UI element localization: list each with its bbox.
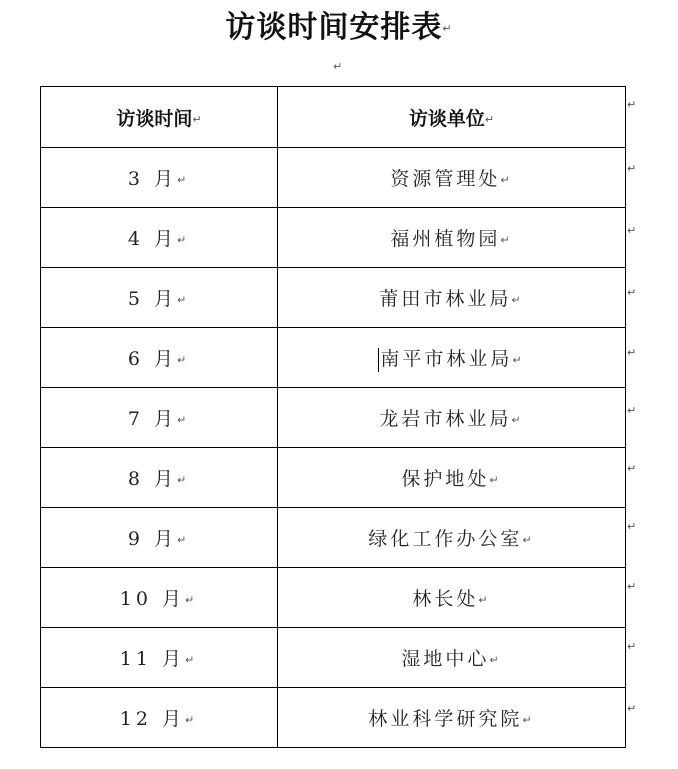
table-row (41, 568, 626, 628)
unit-cell[interactable]: 林业科学研究院↵ (278, 688, 626, 748)
cell-mark-icon: ↵ (512, 353, 525, 366)
header-cell-unit[interactable]: 访谈单位↵ (278, 87, 626, 148)
schedule-table (40, 86, 626, 748)
cell-mark-icon: ↵ (176, 533, 191, 547)
cell-mark-icon: ↵ (185, 593, 199, 607)
cell-mark-icon: ↵ (511, 413, 524, 427)
cell-mark-icon: ↵ (185, 653, 199, 667)
unit-cell[interactable]: 龙岩市林业局↵ (278, 388, 626, 448)
table-row (41, 268, 626, 328)
row-end-mark-icon: ↵ (627, 286, 637, 299)
unit-cell[interactable]: 莆田市林业局↵ (278, 268, 626, 328)
header-cell-time[interactable]: 访谈时间↵ (41, 87, 278, 148)
cell-mark-icon: ↵ (489, 653, 502, 667)
unit-cell[interactable]: 湿地中心↵ (278, 628, 626, 688)
table-row (41, 328, 626, 388)
cell-mark-icon: ↵ (500, 233, 513, 247)
cell-mark-icon: ↵ (176, 473, 191, 487)
unit-cell[interactable]: 林长处↵ (278, 568, 626, 628)
month-cell[interactable]: 7 月↵ (41, 388, 278, 448)
month-cell[interactable]: 12 月↵ (41, 688, 278, 748)
document-title (0, 8, 678, 49)
row-end-mark-icon: ↵ (627, 404, 637, 417)
month-cell[interactable]: 9 月↵ (41, 508, 278, 568)
month-cell[interactable]: 8 月↵ (41, 448, 278, 508)
cell-mark-icon: ↵ (176, 173, 191, 187)
cell-mark-icon: ↵ (522, 713, 535, 727)
title-text: 访谈时间安排表 (225, 10, 443, 45)
table-row (41, 208, 626, 268)
row-end-mark-icon: ↵ (627, 702, 637, 715)
cell-mark-icon: ↵ (511, 293, 524, 307)
cell-mark-icon: ↵ (522, 533, 535, 547)
paragraph-mark-icon: ↵ (442, 22, 453, 35)
cell-mark-icon: ↵ (192, 112, 202, 126)
unit-cell[interactable]: 绿化工作办公室↵ (278, 508, 626, 568)
cell-mark-icon: ↵ (176, 413, 191, 427)
row-end-mark-icon: ↵ (627, 520, 637, 533)
row-end-mark-icon: ↵ (627, 162, 637, 175)
table-row (41, 448, 626, 508)
unit-cell[interactable]: 福州植物园↵ (278, 208, 626, 268)
table-row (41, 628, 626, 688)
cell-mark-icon: ↵ (489, 473, 502, 487)
unit-cell[interactable]: 资源管理处↵ (278, 148, 626, 208)
cell-mark-icon: ↵ (176, 353, 191, 367)
table-row (41, 388, 626, 448)
table-header-row (41, 87, 626, 148)
month-cell[interactable]: 10 月↵ (41, 568, 278, 628)
table-row (41, 688, 626, 748)
paragraph-mark-icon: ↵ (333, 60, 343, 73)
cell-mark-icon: ↵ (478, 593, 491, 607)
cell-mark-icon: ↵ (484, 112, 495, 126)
row-end-mark-icon: ↵ (627, 640, 637, 653)
row-end-mark-icon: ↵ (627, 98, 637, 111)
row-end-mark-icon: ↵ (627, 580, 637, 593)
month-cell[interactable]: 6 月↵ (41, 328, 278, 388)
cell-mark-icon: ↵ (176, 233, 191, 247)
cell-mark-icon: ↵ (176, 293, 191, 307)
cell-mark-icon: ↵ (500, 173, 513, 187)
month-cell[interactable]: 11 月↵ (41, 628, 278, 688)
unit-cell[interactable]: 南平市林业局↵ (278, 328, 626, 388)
row-end-mark-icon: ↵ (627, 462, 637, 475)
month-cell[interactable]: 4 月↵ (41, 208, 278, 268)
table-row (41, 508, 626, 568)
row-end-mark-icon: ↵ (627, 224, 637, 237)
row-end-mark-icon: ↵ (627, 346, 637, 359)
month-cell[interactable]: 5 月↵ (41, 268, 278, 328)
cell-mark-icon: ↵ (185, 713, 199, 727)
table-row (41, 148, 626, 208)
unit-cell[interactable]: 保护地处↵ (278, 448, 626, 508)
month-cell[interactable]: 3 月↵ (41, 148, 278, 208)
